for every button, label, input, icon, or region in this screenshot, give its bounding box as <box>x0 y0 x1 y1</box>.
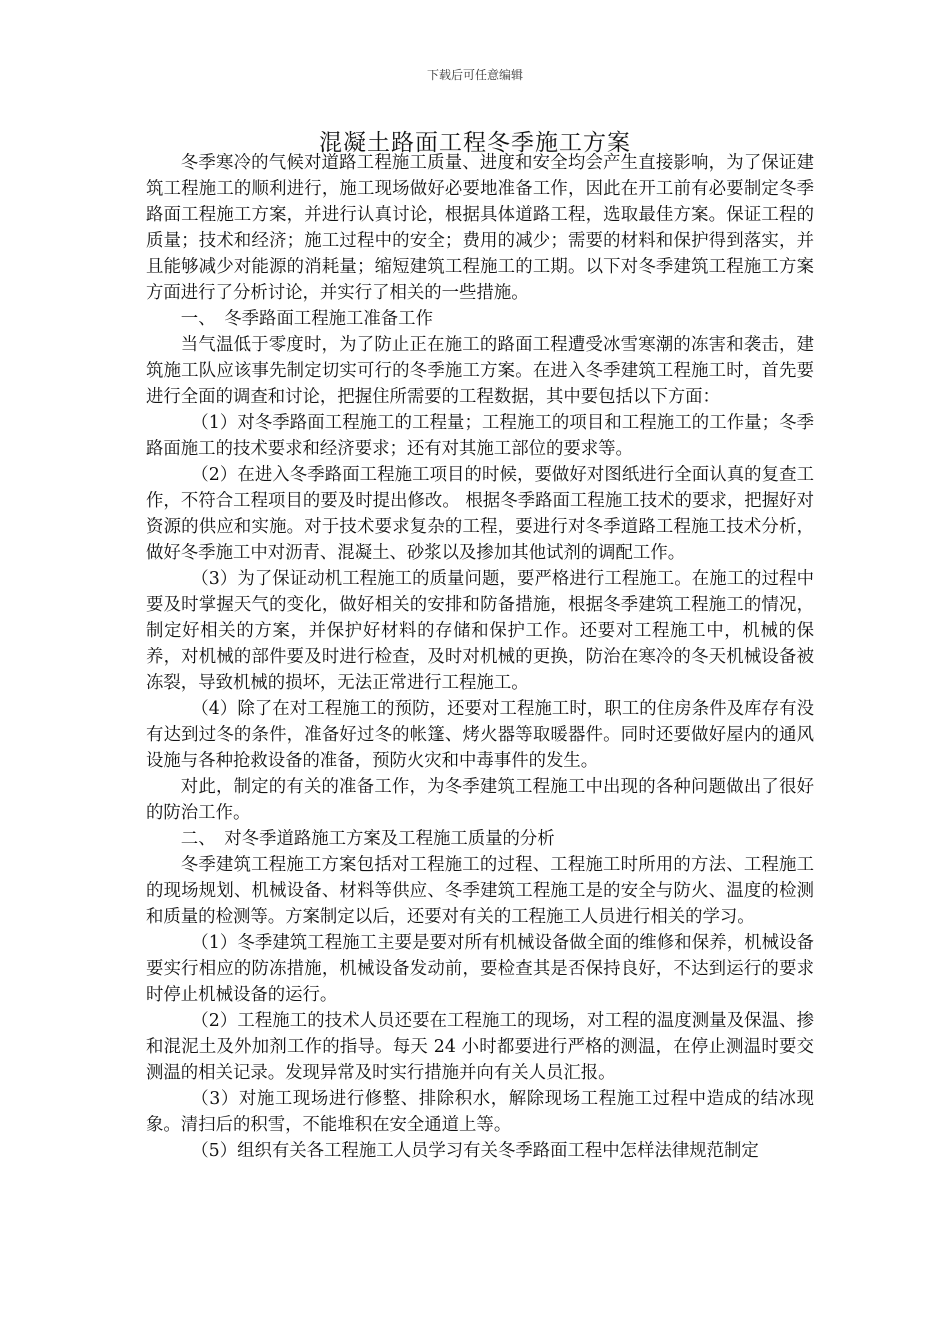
paragraph: 对此，制定的有关的准备工作，为冬季建筑工程施工中出现的各种问题做出了很好的防治工作。 <box>146 777 814 823</box>
header-note: 下载后可任意编辑 <box>426 68 523 82</box>
list-item: （5）组织有关各工程施工人员学习有关冬季路面工程中怎样法律规范制定 <box>191 1141 759 1161</box>
section-heading-2: 二、 对冬季道路施工方案及工程施工质量的分析 <box>180 829 555 849</box>
list-item: （4）除了在对工程施工的预防，还要对工程施工时，职工的住房条件及库存有没有达到过冬的条件，准备好过冬的帐篷、烤火器等取暖器件。同时还要做好屋内的通风设施与各种抢救设备的准备，预防火灾和中毒事件的发生。 <box>146 699 814 771</box>
document-title: 混凝土路面工程冬季施工方案 <box>319 130 631 156</box>
list-item: （2）工程施工的技术人员还要在工程施工的现场，对工程的温度测量及保温、掺和混泥土及外加剂工作的指导。每天 24 小时都要进行严格的测温，在停止测温时要交测温的相关记录。发现异常及时实行措施并向有关人员汇报。 <box>146 1011 814 1083</box>
list-item: （2）在进入冬季路面工程施工项目的时候，要做好对图纸进行全面认真的复查工作，不符合工程项目的要及时提出修改。 根据冬季路面工程施工技术的要求，把握好对资源的供应和实施。对于技术要求复杂的工程，要进行对冬季道路工程施工技术分析，做好冬季施工中对沥青、混凝土、砂浆以及掺加其他试剂的调配工作。 <box>146 465 814 563</box>
paragraph: 冬季建筑工程施工方案包括对工程施工的过程、工程施工时所用的方法、工程施工的现场规划、机械设备、材料等供应、冬季建筑工程施工是的安全与防火、温度的检测和质量的检测等。方案制定以后，还要对有关的工程施工人员进行相关的学习。 <box>146 855 814 927</box>
list-item: （1）冬季建筑工程施工主要是要对所有机械设备做全面的维修和保养，机械设备要实行相应的防冻措施，机械设备发动前，要检查其是否保持良好，不达到运行的要求时停止机械设备的运行。 <box>146 933 814 1005</box>
list-item: （1）对冬季路面工程施工的工程量；工程施工的项目和工程施工的工作量；冬季路面施工的技术要求和经济要求；还有对其施工部位的要求等。 <box>146 413 814 459</box>
paragraph-intro: 冬季寒冷的气候对道路工程施工质量、进度和安全均会产生直接影响，为了保证建筑工程施工的顺利进行，施工现场做好必要地准备工作，因此在开工前有必要制定冬季路面工程施工方案，并进行认真讨论，根据具体道路工程，选取最佳方案。保证工程的质量；技术和经济；施工过程中的安全；费用的减少；需要的材料和保护得到落实，并且能够减少对能源的消耗量；缩短建筑工程施工的工期。以下对冬季建筑工程施工方案方面进行了分析讨论，并实行了相关的一些措施。 <box>146 153 814 303</box>
document-body <box>146 150 814 1164</box>
list-item: （3）对施工现场进行修整、排除积水，解除现场工程施工过程中造成的结冰现象。清扫后的积雪，不能堆积在安全通道上等。 <box>146 1089 814 1135</box>
list-item: （3）为了保证动机工程施工的质量问题，要严格进行工程施工。在施工的过程中要及时掌握天气的变化，做好相关的安排和防备措施，根据冬季建筑工程施工的情况，制定好相关的方案，并保护好材料的存储和保护工作。还要对工程施工中，机械的保养，对机械的部件要及时进行检查，及时对机械的更换，防治在寒冷的冬天机械设备被冻裂，导致机械的损坏，无法正常进行工程施工。 <box>146 569 814 693</box>
paragraph: 当气温低于零度时，为了防止正在施工的路面工程遭受冰雪寒潮的冻害和袭击，建筑施工队应该事先制定切实可行的冬季施工方案。在进入冬季建筑工程施工时，首先要进行全面的调查和讨论，把握住所需要的工程数据，其中要包括以下方面： <box>146 335 814 407</box>
section-heading-1: 一、 冬季路面工程施工准备工作 <box>180 309 433 329</box>
